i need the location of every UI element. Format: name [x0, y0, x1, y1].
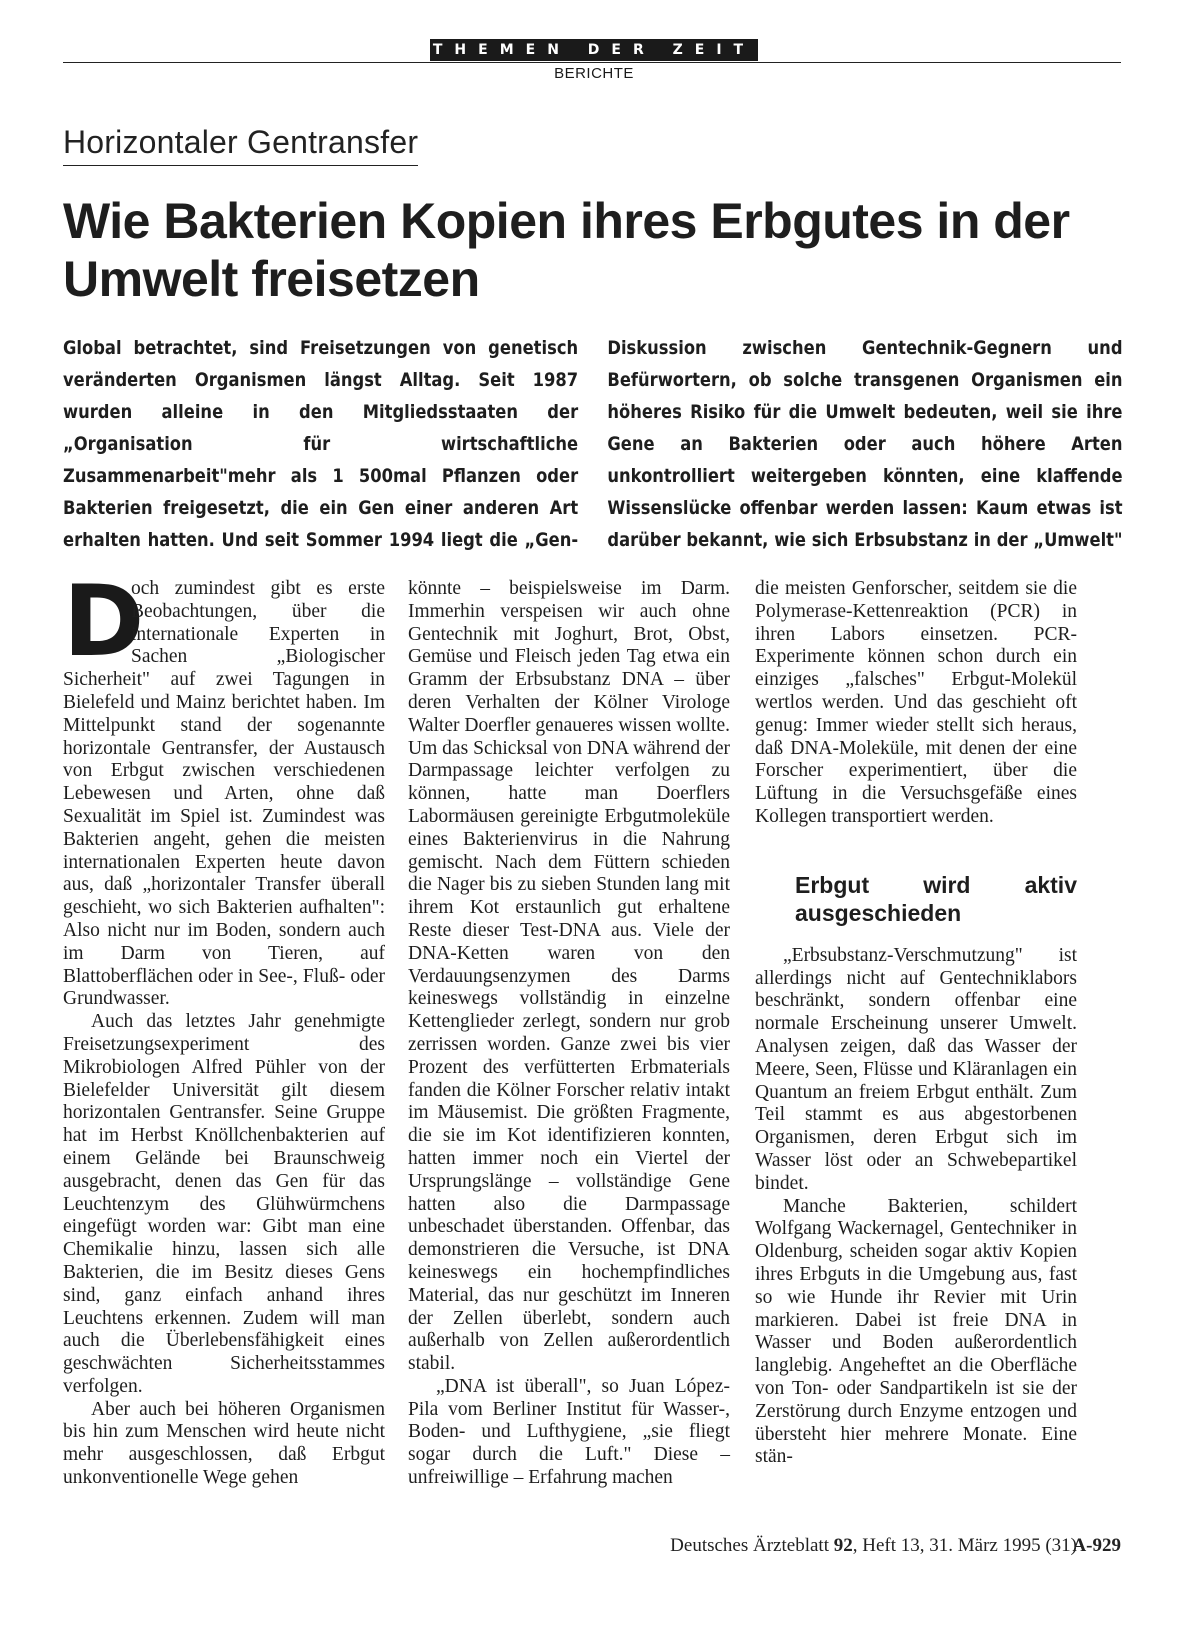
drop-cap: D — [63, 565, 145, 679]
journal-name: Deutsches Ärzteblatt — [670, 1535, 829, 1556]
body-column-2 — [408, 578, 730, 1490]
paragraph: die meisten Genforscher, seitdem sie die Polymerase-Kettenreaktion (PCR) in ihren Labors einsetzen. PCR-Experimente können schon durch ein einziges „falsches" Erbgut-Molekül wertlos werden. Und das geschieht oft genug: Immer wieder stellt sich heraus, daß DNA-Moleküle, mit denen der eine Forscher experimentiert, über die Lüftung in die Versuchsgefäße eines Kollegen transportiert werden. — [755, 578, 1077, 827]
page-number: A-929 — [1072, 1535, 1121, 1556]
body-column-3 — [755, 578, 1077, 1469]
paragraph: Aber auch bei höheren Organismen bis hin zum Menschen wird heute nicht mehr ausgeschlossen, daß Erbgut unkonventionelle Wege gehen — [63, 1398, 385, 1489]
issue-info: , Heft 13, 31. März 1995 (31) — [852, 1535, 1077, 1556]
volume-number: 92 — [833, 1535, 853, 1556]
article-headline: Wie Bakterien Kopien ihres Erbgutes in der Umwelt freisetzen — [63, 193, 1070, 307]
section-subheading: Erbgut wird aktiv ausgeschieden — [795, 871, 1077, 926]
paragraph: könnte – beispielsweise im Darm. Immerhin verspeisen wir auch ohne Gentechnik mit Joghurt, Brot, Obst, Gemüse und Fleisch jeden Tag etwa ein Gramm der Erbsubstanz DNA – über deren Verhalten der Kölner Virologe Walter Doerfler genaueres wissen wollte. Um das Schicksal von DNA während der Darmpassage leichter verfolgen zu können, hatte man Doerflers Labormäusen gereinigte Erbgutmoleküle eines Bakterienvirus in die Nahrung gemischt. Nach dem Füttern schieden die Nager bis zu sieben Stunden lang mit ihrem Kot erstaunlich gut erhaltene Reste dieser Test-DNA aus. Viele der DNA-Ketten waren von den Verdauungsenzymen des Darms keineswegs vollständig in einzelne Kettenglieder zerlegt, sondern nur grob zerrissen worden. Ganze zwei bis vier Prozent des verfütterten Erbmaterials fanden die Kölner Forscher relativ intakt im Mäusemist. Die größten Fragmente, die sie im Kot identifizieren konnten, hatten immer noch ein Viertel der Ursprungslänge – vollständige Gene hatten also die Darmpassage unbeschadet überstanden. Offenbar, das demonstrieren die Versuche, ist DNA keineswegs ein hochempfindliches Material, das nur geschützt im Inneren der Zellen überlebt, sondern auch außerhalb von Zellen außerordentlich stabil. — [408, 578, 730, 1375]
body-column-1 — [63, 565, 385, 1490]
article-lead: Global betrachtet, sind Freisetzungen von genetisch veränderten Organismen längst Alltag. Seit 1987 wurden alleine in den Mitgliedsstaaten der „Organisation für wirtschaftliche Zusammenarbeit"mehr als 1 500mal Pflanzen oder Bakterien freigesetzt, die ein Gen einer anderen Art erhalten hatten. Und seit Sommer 1994 liegt die „Gen- Diskussion zwischen Gentechnik-Gegnern und Befürwortern, ob solche transgenen Organismen ein höheres Risiko für die Umwelt bedeuten, weil sie ihre Gene an Bakterien oder auch höhere Arten unkontrolliert weitergeben könnten, eine klaffende Wissenslücke offenbar werden lassen: Kaum etwas ist darüber bekannt, wie sich Erbsubstanz in der „Umwelt" — [63, 337, 1123, 551]
section-subtitle: BERICHTE — [554, 65, 634, 82]
paragraph: „DNA ist überall", so Juan López-Pila vom Berliner Institut für Wasser-, Boden- und Lufthygiene, „sie fliegt sogar durch die Luft." Diese – unfreiwillige – Erfahrung machen — [408, 1375, 730, 1489]
paragraph: „Erbsubstanz-Verschmutzung" ist allerdings nicht auf Gentechniklabors beschränkt, sondern offenbar eine normale Erscheinung unserer Umwelt. Analysen zeigen, daß das Wasser der Meere, Seen, Flüsse und Kläranlagen ein Quantum an freiem Erbgut enthält. Zum Teil stammt es aus abgestorbenen Organismen, deren Erbgut sich im Wasser löst oder an Schwebepartikel bindet. — [755, 944, 1077, 1194]
paragraph: Auch das letztes Jahr genehmigte Freisetzungsexperiment des Mikrobiologen Alfred Pühler von der Bielefelder Universität gilt diesem horizontalen Gentransfer. Seine Gruppe hat im Herbst Knöllchenbakterien auf einem Gelände bei Braunschweig ausgebracht, denen das Gen für das Leuchtenzym des Glühwürmchens eingefügt worden war: Gibt man eine Chemikalie hinzu, lassen sich alle Bakterien, die im Besitz dieses Gens sind, ganz einfach anhand ihres Leuchtens erkennen. Zudem will man auch die Überlebensfähigkeit eines geschwächten Sicherheitsstammes verfolgen. — [63, 1011, 385, 1397]
footer-citation — [670, 1535, 1077, 1557]
lead-container — [63, 332, 1123, 562]
header-rule — [63, 62, 1121, 63]
paragraph: D och zumindest gibt es erste Beobachtungen, über die internationale Experten in Sachen „Biologischer Sicherheit" auf zwei Tagungen in Bielefeld und Mainz berichtet haben. Im Mittelpunkt stand der sogenannte horizontale Gentransfer, der Austausch von Erbgut zwischen verschiedenen Lebewesen und Arten, ohne daß Sexualität im Spiel ist. Zumindest was Bakterien angeht, gehen die meisten internationalen Experten heute davon aus, daß „horizontaler Transfer überall geschieht, wo sich Bakterien aufhalten": Also nicht nur im Boden, sondern auch im Darm von Tieren, auf Blattoberflächen oder in See-, Fluß- oder Grundwasser. — [63, 565, 385, 1010]
section-banner: THEMEN DER ZEIT — [430, 39, 758, 61]
paragraph: Manche Bakterien, schildert Wolfgang Wackernagel, Gentechniker in Oldenburg, scheiden sogar aktiv Kopien ihres Erbguts in die Umgebung aus, fast so wie Hunde ihr Revier mit Urin markieren. Dabei ist freie DNA in Wasser und Boden außerordentlich langlebig. Angeheftet an die Oberfläche von Ton- oder Sandpartikeln ist sie der Zerstörung durch Enzyme entzogen und übersteht hier mehrere Monate. Eine stän- — [755, 1195, 1077, 1468]
article-kicker: Horizontaler Gentransfer — [63, 124, 418, 166]
